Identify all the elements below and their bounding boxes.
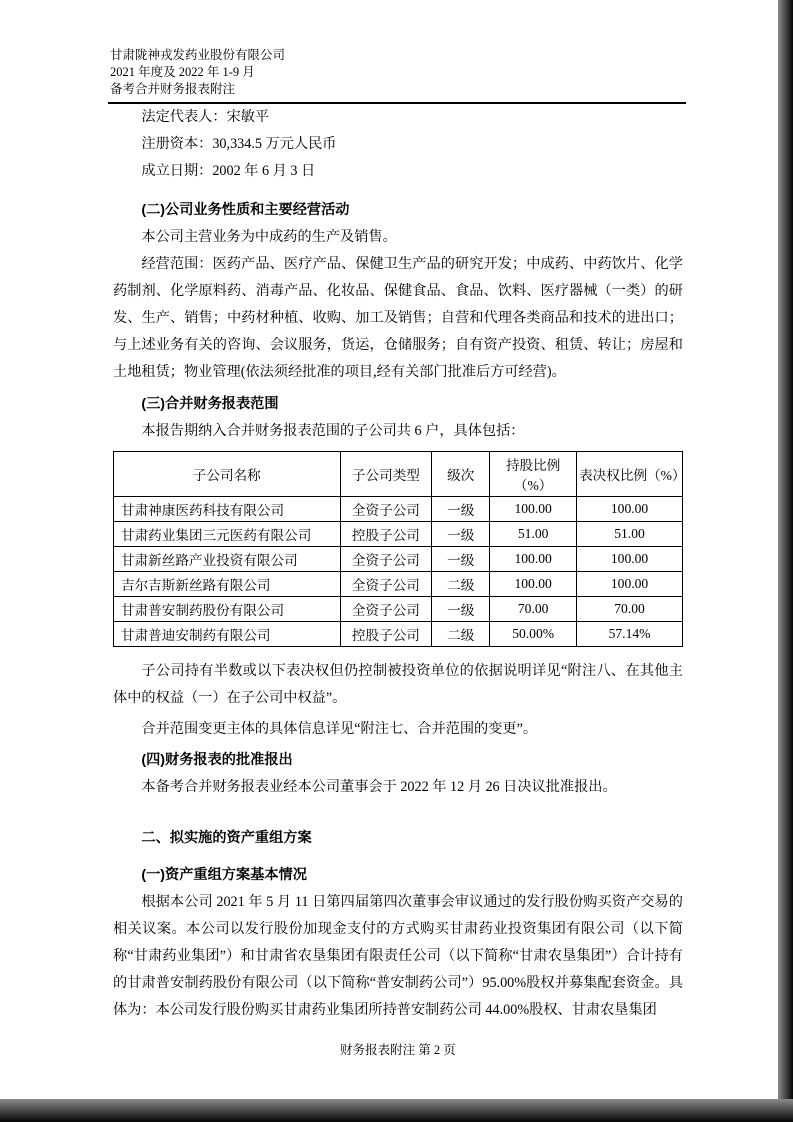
table-cell-voting: 70.00 [577,597,683,622]
company-name: 甘肃陇神戎发药业股份有限公司 [110,48,286,62]
legal-representative-line: 法定代表人：宋敏平 [141,109,270,125]
doc-title: 备考合并财务报表附注 [110,82,236,96]
consolidation-intro: 本报告期纳入合并财务报表范围的子公司共 6 户，具体包括： [141,423,525,439]
table-cell-shareholding: 70.00 [490,597,577,622]
table-cell-type: 全资子公司 [340,547,432,572]
table-cell-level: 一级 [432,497,490,522]
table-cell-shareholding: 50.00% [490,622,577,647]
table-cell-type: 全资子公司 [340,497,432,522]
table-cell-shareholding: 100.00 [490,547,577,572]
table-header-row [114,452,683,497]
table-cell-level: 二级 [432,572,490,597]
table-cell-name: 甘肃普迪安制药有限公司 [114,622,341,647]
restructuring-sub-heading: (一)资产重组方案基本情况 [141,867,307,883]
section-heading-consolidation: (三)合并财务报表范围 [141,396,279,412]
column-header-type: 子公司类型 [340,452,432,497]
column-header-level: 级次 [432,452,490,497]
section-heading-restructuring: 二、拟实施的资产重组方案 [141,830,312,846]
table-row [114,572,683,597]
table-cell-voting: 100.00 [577,547,683,572]
page-content [113,104,686,1024]
table-row [114,547,683,572]
report-period: 2021 年度及 2022 年 1-9 月 [110,65,255,79]
table-cell-voting: 51.00 [577,522,683,547]
registered-capital-line: 注册资本：30,334.5 万元人民币 [141,136,337,152]
table-cell-level: 二级 [432,622,490,647]
established-date-line: 成立日期：2002 年 6 月 3 日 [141,163,316,179]
subsidiaries-table [113,451,686,647]
table-cell-voting: 57.14% [577,622,683,647]
column-header-shareholding: 持股比例（%） [490,452,577,497]
table-row [114,597,683,622]
approval-para: 本备考合并财务报表业经本公司董事会于 2022 年 12 月 26 日决议批准报出。 [141,779,617,795]
table-cell-type: 控股子公司 [340,522,432,547]
table-cell-level: 一级 [432,597,490,622]
table-cell-level: 一级 [432,547,490,572]
table-cell-name: 甘肃药业集团三元医药有限公司 [114,522,341,547]
page-shadow-bottom [0,1099,793,1122]
table-cell-level: 一级 [432,522,490,547]
section-heading-approval: (四)财务报表的批准报出 [141,752,293,768]
table-cell-voting: 100.00 [577,497,683,522]
table-cell-name: 甘肃神康医药科技有限公司 [114,497,341,522]
scope-change-note: 合并范围变更主体的具体信息详见“附注七、合并范围的变更”。 [141,721,538,737]
table-cell-name: 甘肃普安制药股份有限公司 [114,597,341,622]
table-cell-name: 甘肃新丝路产业投资有限公司 [114,547,341,572]
table-cell-name: 吉尔吉斯新丝路有限公司 [114,572,341,597]
subsidiary-voting-note: 子公司持有半数或以下表决权但仍控制被投资单位的依据说明详见“附注八、在其他主体中的权益（一）在子公司中权益”。 [113,663,683,706]
restructuring-para: 根据本公司 2021 年 5 月 11 日第四届第四次董事会审议通过的发行股份购买资产交易的相关议案。本公司以发行股份加现金支付的方式购买甘肃药业投资集团有限公司（以下简称“甘肃药业集团”）和甘肃省农垦集团有限责任公司（以下简称“甘肃农垦集团”）合计持有的甘肃普安制药股份有限公司（以下简称“普安制药公司”）95.00%股权并募集配套资金。具体为：本公司发行股份购买甘肃药业集团所持普安制药公司 44.00%股权、甘肃农垦集团 [113,894,683,1018]
table-cell-shareholding: 100.00 [490,572,577,597]
table-row [114,522,683,547]
business-main-para: 本公司主营业务为中成药的生产及销售。 [141,229,397,245]
table-row [114,497,683,522]
section-heading-business: (二)公司业务性质和主要经营活动 [141,202,350,218]
table-cell-shareholding: 51.00 [490,522,577,547]
table-cell-shareholding: 100.00 [490,497,577,522]
page-header [110,47,778,98]
table-cell-voting: 100.00 [577,572,683,597]
page-footer: 财务报表附注 第 2 页 [340,1043,456,1057]
business-scope-para: 经营范围：医药产品、医疗产品、保健卫生产品的研究开发；中成药、中药饮片、化学药制剂、化学原料药、消毒产品、化妆品、保健食品、食品、饮料、医疗器械（一类）的研发、生产、销售；中药材种植、收购、加工及销售；自营和代理各类商品和技术的进出口；与上述业务有关的咨询、会议服务，货运，仓储服务；自有资产投资、租赁、转让；房屋和土地租赁；物业管理(依法须经批准的项目,经有关部门批准后方可经营)。 [113,256,683,380]
page-shadow-right [778,0,793,1122]
column-header-name: 子公司名称 [114,452,341,497]
column-header-voting: 表决权比例（%） [577,452,683,497]
table-row [114,622,683,647]
table-cell-type: 控股子公司 [340,622,432,647]
table-cell-type: 全资子公司 [340,597,432,622]
table-cell-type: 全资子公司 [340,572,432,597]
